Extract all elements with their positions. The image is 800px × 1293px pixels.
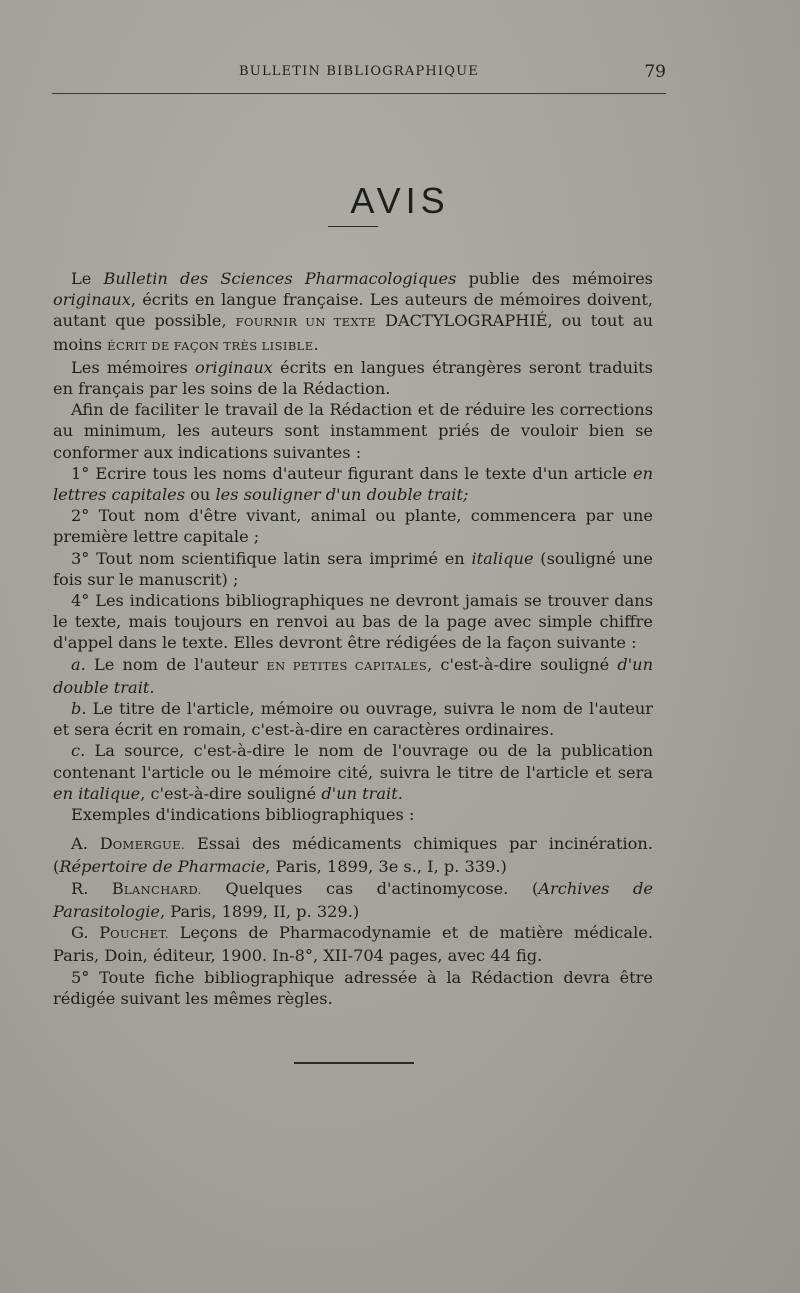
source-title: Répertoire de Pharmacie <box>59 857 266 877</box>
page-number: 79 <box>644 62 666 82</box>
example-3 <box>53 922 653 966</box>
text-run: Essai des médicaments chimiques par incinération. ( <box>53 834 653 877</box>
rule-4: 4° Les indications bibliographiques ne devront jamais se trouver dans le texte, mais toujours en renvoi au bas de la page avec simple chiffre d'appel dans le texte. Elles devront être rédigées de la façon suivante : <box>53 591 653 653</box>
text-run-italic: italique <box>471 548 534 568</box>
rule-4c <box>53 740 653 804</box>
journal-name: Bulletin des Sciences Pharmacologiques <box>103 269 457 288</box>
text-run-italic: en italique <box>53 783 141 803</box>
page-title: AVIS <box>350 180 450 222</box>
text-run: Quelques cas d'actinomycose. ( <box>201 878 539 898</box>
text-run: , Paris, 1899, II, p. 329.) <box>159 901 360 921</box>
text-run-smallcaps: ÉCRIT DE FAÇON TRÈS LISIBLE <box>107 338 314 353</box>
author-name: A. DOMERGUE. <box>71 834 186 854</box>
text-run-italic: originaux <box>53 290 131 310</box>
text-run: Le <box>71 269 104 288</box>
rule-3 <box>53 548 653 590</box>
text-run: La source, c'est-à-dire le nom de l'ouvrage ou de la publication contenant l'article ou le mémoire cité, suivra le titre de l'article et sera <box>53 741 653 782</box>
item-letter: c. <box>71 741 86 761</box>
text-run: Leçons de Pharmacodynamie et de matière médicale. Paris, Doin, éditeur, 1900. In-8°, XII-704 pages, avec 44 fig. <box>53 923 653 966</box>
author-name: G. POUCHET. <box>71 923 169 943</box>
text-run: écrits en langues étrangères seront traduits en français par les soins de la Rédaction. <box>53 357 653 399</box>
text-run: DACTYLOGRAPHIÉ, ou tout au moins <box>53 311 654 354</box>
text-run: Le titre de l'article, mémoire ou ouvrage, suivra le nom de l'auteur et sera écrit en romain, c'est-à-dire en caractères ordinaires. <box>53 699 653 740</box>
text-run: , c'est-à-dire souligné <box>140 783 322 803</box>
text-run-italic: originaux <box>194 357 273 377</box>
rule-1 <box>53 463 653 505</box>
text-run-italic: d'un trait. <box>321 783 403 803</box>
running-header <box>52 62 666 84</box>
header-rule <box>52 93 666 94</box>
rule-4b <box>53 698 653 740</box>
example-2 <box>53 878 653 922</box>
examples-intro: Exemples d'indications bibliographiques : <box>71 805 415 825</box>
notice-body <box>53 268 653 1009</box>
text-run: , c'est-à-dire souligné <box>427 654 618 674</box>
author-name: R. BLANCHARD. <box>71 878 202 898</box>
text-run: . <box>313 334 319 354</box>
text-run: Les mémoires <box>71 357 195 377</box>
text-run: 1° Ecrire tous les noms d'auteur figurant dans le texte d'un article <box>71 463 633 483</box>
item-letter: a. <box>71 654 86 674</box>
paragraph-instructions: Afin de faciliter le travail de la Rédaction et de réduire les corrections au minimum, les auteurs sont instamment priés de vouloir bien se conformer aux indications suivantes : <box>53 400 653 462</box>
source-title: Archives de Parasitologie <box>53 878 654 921</box>
text-run-italic: les souligner d'un double trait; <box>215 485 469 505</box>
paragraph-intro <box>53 268 653 357</box>
example-1 <box>53 833 653 877</box>
rule-2: 2° Tout nom d'être vivant, animal ou plante, commencera par une première lettre capitale ; <box>53 506 653 547</box>
paragraph-translation <box>53 357 653 399</box>
text-run: ou <box>185 485 216 505</box>
text-run-smallcaps: FOURNIR UN TEXTE <box>235 315 377 330</box>
text-run: , écrits en langue française. Les auteurs de mémoires doivent, autant que possible, <box>53 290 653 331</box>
text-run-italic: d'un double trait. <box>53 654 653 697</box>
text-run: 3° Tout nom scientifique latin sera imprimé en <box>71 548 472 568</box>
rule-5: 5° Toute fiche bibliographique adressée à la Rédaction devra être rédigée suivant les mêmes règles. <box>53 967 653 1008</box>
text-run: publie des mémoires <box>456 269 653 288</box>
text-run: Le nom de l'auteur <box>85 654 267 674</box>
closing-rule <box>294 1062 414 1064</box>
text-run: (souligné une fois sur le manuscrit) ; <box>53 548 653 589</box>
item-letter: b. <box>71 699 87 719</box>
text-run-italic: en lettres capitales <box>53 463 653 505</box>
rule-4a <box>53 654 653 698</box>
text-run: , Paris, 1899, 3e s., I, p. 339.) <box>265 857 507 877</box>
text-run-smallcaps: EN PETITES CAPITALES <box>266 658 428 673</box>
title-rule <box>328 226 378 227</box>
running-title: BULLETIN BIBLIOGRAPHIQUE <box>239 64 479 79</box>
